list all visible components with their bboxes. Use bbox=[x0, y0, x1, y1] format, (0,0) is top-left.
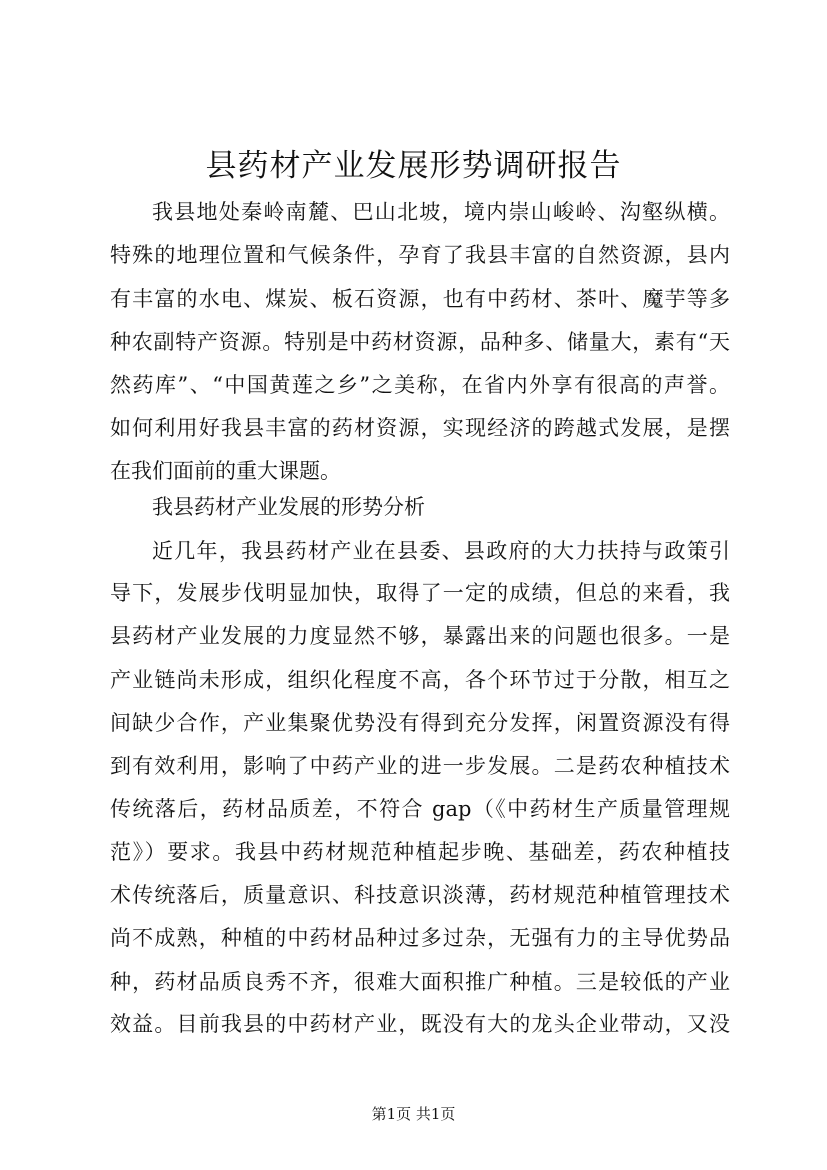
body-line: 导下，发展步伐明显加快，取得了一定的成绩，但总的来看，我 bbox=[110, 581, 730, 605]
body-line: 种农副特产资源。特别是中药材资源，品种多、储量大，素有“天 bbox=[110, 330, 730, 354]
section-heading: 我县药材产业发展的形势分析 bbox=[152, 495, 425, 519]
body-line: 范》）要求。我县中药材规范种植起步晚、基础差，药农种植技 bbox=[110, 840, 730, 864]
body-line: 在我们面前的重大课题。 bbox=[110, 459, 341, 483]
body-line: 种，药材品质良秀不齐，很难大面积推广种植。三是较低的产业 bbox=[110, 970, 730, 994]
body-line: 县药材产业发展的力度显然不够，暴露出来的问题也很多。一是 bbox=[110, 624, 730, 648]
body-line: 近几年，我县药材产业在县委、县政府的大力扶持与政策引 bbox=[152, 539, 730, 563]
body-line: 间缺少合作，产业集聚优势没有得到充分发挥，闲置资源没有得 bbox=[110, 711, 730, 735]
body-line: 传统落后，药材品质差，不符合 gap（《中药材生产质量管理规 bbox=[110, 797, 730, 821]
body-line: 有丰富的水电、煤炭、板石资源，也有中药材、茶叶、魔芋等多 bbox=[110, 287, 730, 311]
body-line: 到有效利用，影响了中药产业的进一步发展。二是药农种植技术 bbox=[110, 754, 730, 778]
body-line: 然药库”、“中国黄莲之乡”之美称，在省内外享有很高的声誉。 bbox=[110, 373, 730, 397]
body-line: 特殊的地理位置和气候条件，孕育了我县丰富的自然资源，县内 bbox=[110, 243, 730, 267]
body-line: 尚不成熟，种植的中药材品种过多过杂，无强有力的主导优势品 bbox=[110, 926, 730, 950]
body-line: 产业链尚未形成，组织化程度不高，各个环节过于分散，相互之 bbox=[110, 668, 730, 692]
body-line: 效益。目前我县的中药材产业，既没有大的龙头企业带动，又没 bbox=[110, 1012, 730, 1036]
document-title: 县药材产业发展形势调研报告 bbox=[205, 148, 622, 184]
page-number: 第1页 共1页 bbox=[371, 1105, 456, 1123]
body-line: 术传统落后，质量意识、科技意识淡薄，药材规范种植管理技术 bbox=[110, 883, 730, 907]
body-line: 我县地处秦岭南麓、巴山北坡，境内崇山峻岭、沟壑纵横。 bbox=[152, 200, 730, 224]
body-line: 如何利用好我县丰富的药材资源，实现经济的跨越式发展，是摆 bbox=[110, 416, 730, 440]
